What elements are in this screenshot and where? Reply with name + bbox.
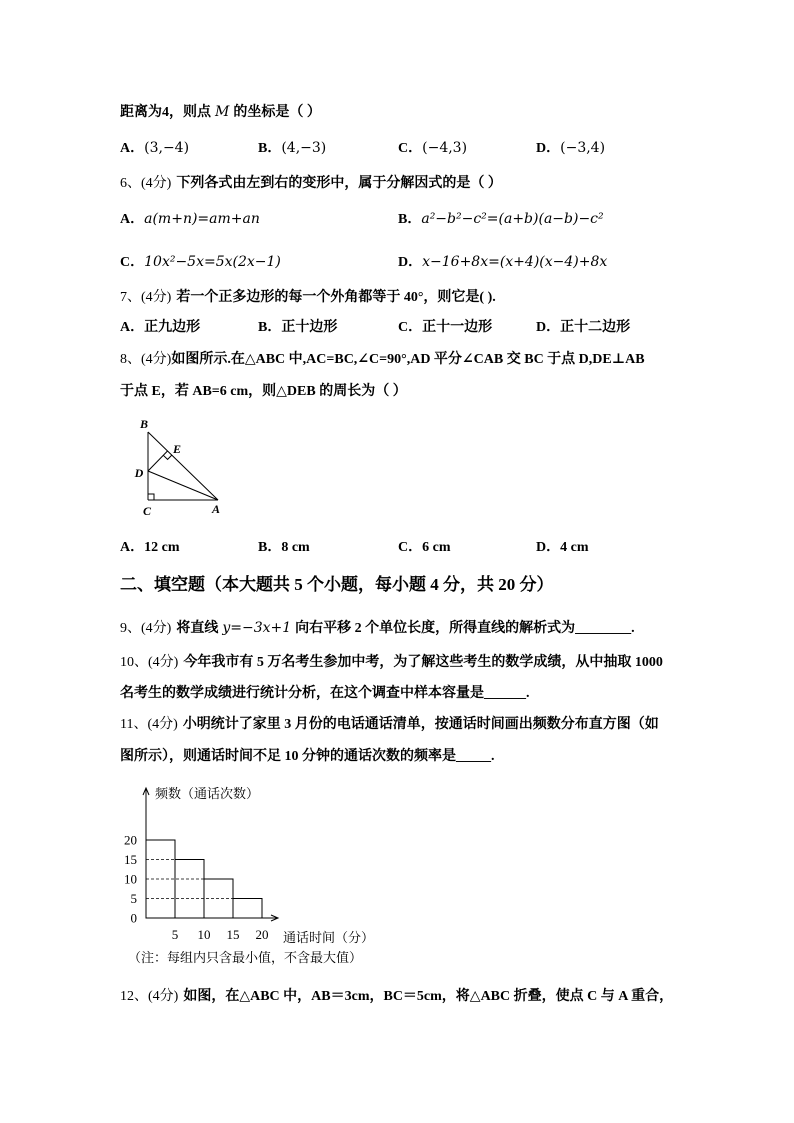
y-tick-label: 20 [124, 832, 137, 848]
option-value: 12 cm [144, 540, 180, 555]
vertex-label-c: C [142, 504, 152, 518]
q10-stem-line-1 [120, 654, 663, 672]
x-axis-label: 通话时间（分） [283, 930, 375, 945]
option-value: 正九边形 [144, 320, 201, 335]
vertex-label-d: D [134, 466, 144, 480]
option-label: D． [536, 540, 561, 555]
q9-stem [120, 619, 635, 638]
q11-stem-line-1 [120, 716, 659, 734]
histogram-note: （注：每组内只含最小值，不含最大值） [128, 950, 363, 965]
q6-option-b [398, 210, 604, 229]
option-label: A． [120, 320, 145, 335]
vertex-label-e: E [172, 442, 182, 456]
q5-stem [120, 103, 321, 122]
option-value: 正十一边形 [422, 320, 493, 335]
option-label: B． [398, 212, 422, 227]
q7-option-c [398, 319, 492, 337]
option-label: B． [258, 141, 282, 156]
q5-option-d [536, 139, 605, 158]
q8-option-c [398, 539, 451, 557]
histogram-bar [146, 840, 175, 918]
q7-options [0, 319, 794, 337]
segment-ad [148, 471, 218, 500]
q12-stem [120, 988, 673, 1006]
q11-stem-text-1: 小明统计了家里 3 月份的电话通话清单，按通话时间画出频数分布直方图（如 [182, 717, 659, 732]
option-value: a²−b²−c²=(a+b)(a−b)−c² [421, 211, 604, 227]
option-value: (−3,4) [560, 140, 606, 156]
option-value: 8 cm [281, 540, 310, 555]
option-value: (3,−4) [144, 140, 190, 156]
option-label: D． [398, 255, 423, 270]
q7-option-b [258, 319, 337, 337]
q8-option-a [120, 539, 180, 557]
q5-option-b [258, 139, 326, 158]
q6-option-c [120, 253, 281, 272]
y-tick-label: 15 [124, 852, 137, 867]
q5-stem-text-a: 距离为4，则点 [120, 105, 211, 120]
q6-option-d [398, 253, 607, 272]
option-value: 正十边形 [281, 320, 338, 335]
q8-stem-line-2: 于点 E，若 AB=6 cm，则△DEB 的周长为（ ） [120, 384, 407, 399]
option-label: C． [398, 141, 423, 156]
q7-option-d [536, 319, 630, 337]
option-value: 4 cm [560, 540, 589, 555]
option-label: A． [120, 212, 145, 227]
q10-stem-line-2: 名考生的数学成绩进行统计分析，在这个调查中样本容量是______. [120, 686, 530, 701]
x-tick-label: 10 [197, 927, 211, 942]
q9-stem-text-a: 将直线 [176, 621, 219, 636]
y-axis-label: 频数（通话次数） [155, 786, 260, 801]
q10-stem-text-1: 今年我市有 5 万名考生参加中考，为了解这些考生的数学成绩，从中抽取 1000 [183, 655, 663, 670]
option-label: C． [398, 320, 423, 335]
option-value: (4,−3) [281, 140, 327, 156]
option-value: 10x²−5x=5x(2x−1) [144, 254, 281, 270]
q8-options [0, 539, 794, 557]
option-value: 正十二边形 [560, 320, 631, 335]
q5-option-c [398, 139, 467, 158]
option-value: 6 cm [422, 540, 451, 555]
option-label: C． [398, 540, 423, 555]
histogram-bar [233, 899, 262, 919]
q9-expression: y=−3x+1 [222, 620, 292, 636]
q8-stem-line-1 [120, 351, 645, 369]
option-label: A． [120, 141, 145, 156]
option-value: a(m+n)=am+an [144, 211, 260, 227]
option-label: B． [258, 320, 282, 335]
q10-number: 10、(4分) [120, 655, 179, 670]
y-tick-label: 5 [130, 891, 137, 906]
q8-number: 8、(4分) [120, 352, 172, 367]
x-tick-label: 20 [255, 927, 269, 942]
q11-number: 11、(4分) [120, 717, 178, 732]
y-tick-label: 0 [130, 910, 137, 926]
right-angle-mark-c [148, 494, 154, 500]
option-value: x−16+8x=(x+4)(x−4)+8x [422, 254, 608, 270]
option-label: D． [536, 141, 561, 156]
q12-stem-text: 如图，在△ABC 中，AB＝3cm，BC＝5cm，将△ABC 折叠，使点 C 与 A 重合， [183, 989, 674, 1004]
q6-options-row-1 [0, 210, 794, 228]
q7-stem [120, 289, 496, 307]
option-label: D． [536, 320, 561, 335]
q6-options-row-2 [0, 253, 794, 271]
q11-stem-line-2: 图所示），则通话时间不足 10 分钟的通话次数的频率是_____. [120, 749, 495, 764]
q5-variable: M [215, 104, 230, 120]
vertex-label-a: A [211, 502, 221, 516]
section-heading: 二、填空题（本大题共 5 个小题，每小题 4 分，共 20 分） [120, 575, 554, 594]
q9-stem-text-b: 向右平移 2 个单位长度，所得直线的解析式为________. [295, 621, 635, 636]
q7-number: 7、(4分) [120, 290, 172, 305]
right-angle-mark-e [163, 455, 172, 459]
x-tick-label: 15 [226, 927, 240, 942]
q8-option-d [536, 539, 589, 557]
option-label: C． [120, 255, 145, 270]
vertex-label-b: B [139, 417, 149, 431]
frequency-histogram [100, 780, 390, 950]
q5-options [0, 139, 794, 157]
q6-stem [120, 175, 502, 193]
q5-option-a [120, 139, 189, 158]
q8-option-b [258, 539, 310, 557]
q9-number: 9、(4分) [120, 621, 172, 636]
side-ab [148, 432, 218, 500]
q6-stem-text: 下列各式由左到右的变形中，属于分解因式的是（ ） [176, 176, 502, 191]
option-label: B． [258, 540, 282, 555]
q6-option-a [120, 210, 260, 229]
option-value: (−4,3) [422, 140, 468, 156]
option-label: A． [120, 540, 145, 555]
q6-number: 6、(4分) [120, 176, 172, 191]
histogram-bar [175, 860, 204, 919]
q12-number: 12、(4分) [120, 989, 179, 1004]
q7-stem-text: 若一个正多边形的每一个外角都等于 40°，则它是( ). [176, 290, 496, 305]
segment-de [148, 451, 168, 471]
q8-stem-text-1: 如图所示.在△ABC 中,AC=BC,∠C=90°,AD 平分∠CAB 交 BC 于点 D,DE⊥AB [171, 352, 645, 367]
x-tick-label: 5 [171, 927, 179, 942]
q5-stem-text-b: 的坐标是（ ） [233, 105, 321, 120]
q7-option-a [120, 319, 200, 337]
triangle-figure [130, 415, 230, 520]
y-tick-label: 10 [124, 871, 137, 887]
